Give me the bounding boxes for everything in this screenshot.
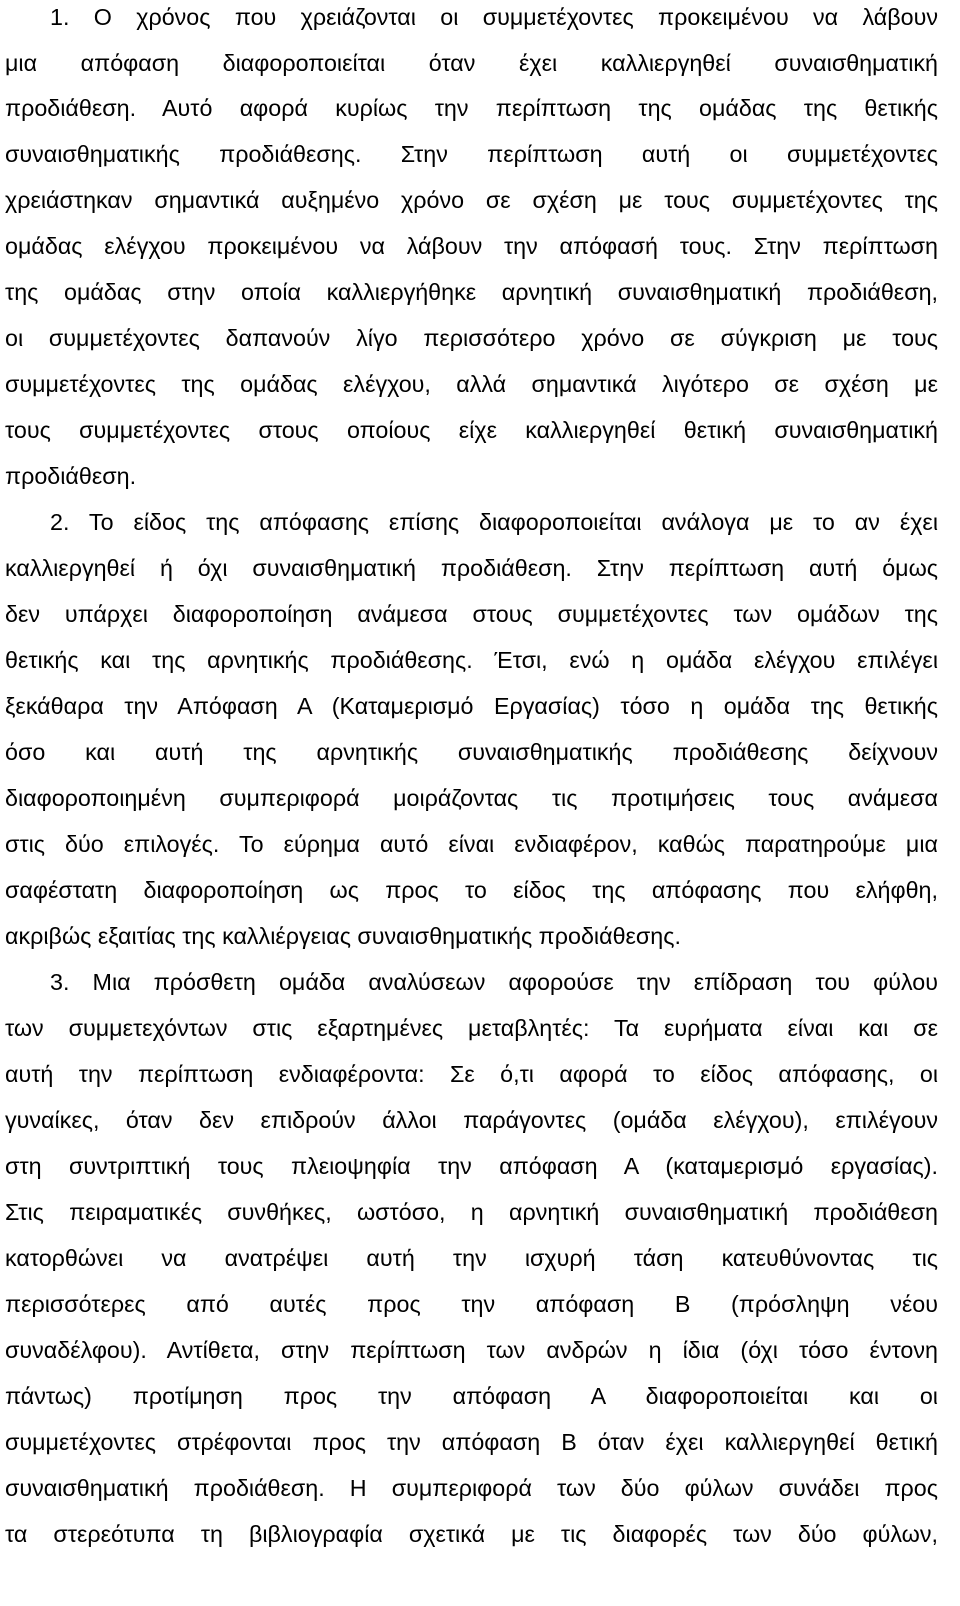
text-line: ξεκάθαρα την Απόφαση Α (Καταμερισμό Εργασίας) τόσο η ομάδα της θετικής: [5, 693, 938, 719]
text-line: στη συντριπτική τους πλειοψηφία την απόφαση Α (καταμερισμό εργασίας).: [5, 1153, 938, 1179]
text-line: γυναίκες, όταν δεν επιδρούν άλλοι παράγοντες (ομάδα ελέγχου), επιλέγουν: [5, 1107, 938, 1133]
text-line: προδιάθεση.: [5, 463, 137, 489]
text-line: αυτή την περίπτωση ενδιαφέροντα: Σε ό,τι αφορά το είδος απόφασης, οι: [5, 1061, 938, 1087]
text-line: περισσότερες από αυτές προς την απόφαση Β (πρόσληψη νέου: [5, 1291, 938, 1317]
text-line: τα στερεότυπα τη βιβλιογραφία σχετικά με τις διαφορές των δύο φύλων,: [5, 1521, 938, 1547]
text-line: συναισθηματικής προδιάθεσης. Στην περίπτωση αυτή οι συμμετέχοντες: [5, 141, 938, 167]
text-line: συμμετέχοντες της ομάδας ελέγχου, αλλά σημαντικά λιγότερο σε σχέση με: [5, 371, 938, 397]
text-line: προδιάθεση. Αυτό αφορά κυρίως την περίπτωση της ομάδας της θετικής: [5, 95, 938, 121]
text-line: κατορθώνει να ανατρέψει αυτή την ισχυρή τάση κατευθύνοντας τις: [5, 1245, 938, 1271]
text-line: χρειάστηκαν σημαντικά αυξημένο χρόνο σε σχέση με τους συμμετέχοντες της: [5, 187, 938, 213]
text-line: τους συμμετέχοντες στους οποίους είχε καλλιεργηθεί θετική συναισθηματική: [5, 417, 938, 443]
text-line: Στις πειραματικές συνθήκες, ωστόσο, η αρνητική συναισθηματική προδιάθεση: [5, 1199, 938, 1225]
text-line: συναισθηματική προδιάθεση. Η συμπεριφορά των δύο φύλων συνάδει προς: [5, 1475, 938, 1501]
text-line: σαφέστατη διαφοροποίηση ως προς το είδος της απόφασης που ελήφθη,: [5, 877, 938, 903]
text-line: θετικής και της αρνητικής προδιάθεσης. Έτσι, ενώ η ομάδα ελέγχου επιλέγει: [5, 647, 938, 673]
text-line: οι συμμετέχοντες δαπανούν λίγο περισσότερο χρόνο σε σύγκριση με τους: [5, 325, 938, 351]
text-line: 2. Το είδος της απόφασης επίσης διαφοροποιείται ανάλογα με το αν έχει: [50, 509, 938, 535]
text-line: πάντως) προτίμηση προς την απόφαση Α διαφοροποιείται και οι: [5, 1383, 938, 1409]
text-line: της ομάδας στην οποία καλλιεργήθηκε αρνητική συναισθηματική προδιάθεση,: [5, 279, 938, 305]
text-line: διαφοροποιημένη συμπεριφορά μοιράζοντας τις προτιμήσεις τους ανάμεσα: [5, 785, 938, 811]
text-line: δεν υπάρχει διαφοροποίηση ανάμεσα στους συμμετέχοντες των ομάδων της: [5, 601, 938, 627]
text-line: συναδέλφου). Αντίθετα, στην περίπτωση των ανδρών η ίδια (όχι τόσο έντονη: [5, 1337, 938, 1363]
text-line: ακριβώς εξαιτίας της καλλιέργειας συναισθηματικής προδιάθεσης.: [5, 923, 681, 949]
text-line: ομάδας ελέγχου προκειμένου να λάβουν την απόφασή τους. Στην περίπτωση: [5, 233, 938, 259]
text-line: 3. Μια πρόσθετη ομάδα αναλύσεων αφορούσε την επίδραση του φύλου: [50, 969, 938, 995]
text-line: των συμμετεχόντων στις εξαρτημένες μεταβλητές: Τα ευρήματα είναι και σε: [5, 1015, 938, 1041]
text-line: στις δύο επιλογές. Το εύρημα αυτό είναι ενδιαφέρον, καθώς παρατηρούμε μια: [5, 831, 938, 857]
text-line: μια απόφαση διαφοροποιείται όταν έχει καλλιεργηθεί συναισθηματική: [5, 50, 938, 76]
text-line: όσο και αυτή της αρνητικής συναισθηματικής προδιάθεσης δείχνουν: [5, 739, 938, 765]
text-line: 1. Ο χρόνος που χρειάζονται οι συμμετέχοντες προκειμένου να λάβουν: [50, 4, 938, 30]
text-line: συμμετέχοντες στρέφονται προς την απόφαση Β όταν έχει καλλιεργηθεί θετική: [5, 1429, 938, 1455]
text-line: καλλιεργηθεί ή όχι συναισθηματική προδιάθεση. Στην περίπτωση αυτή όμως: [5, 555, 938, 581]
